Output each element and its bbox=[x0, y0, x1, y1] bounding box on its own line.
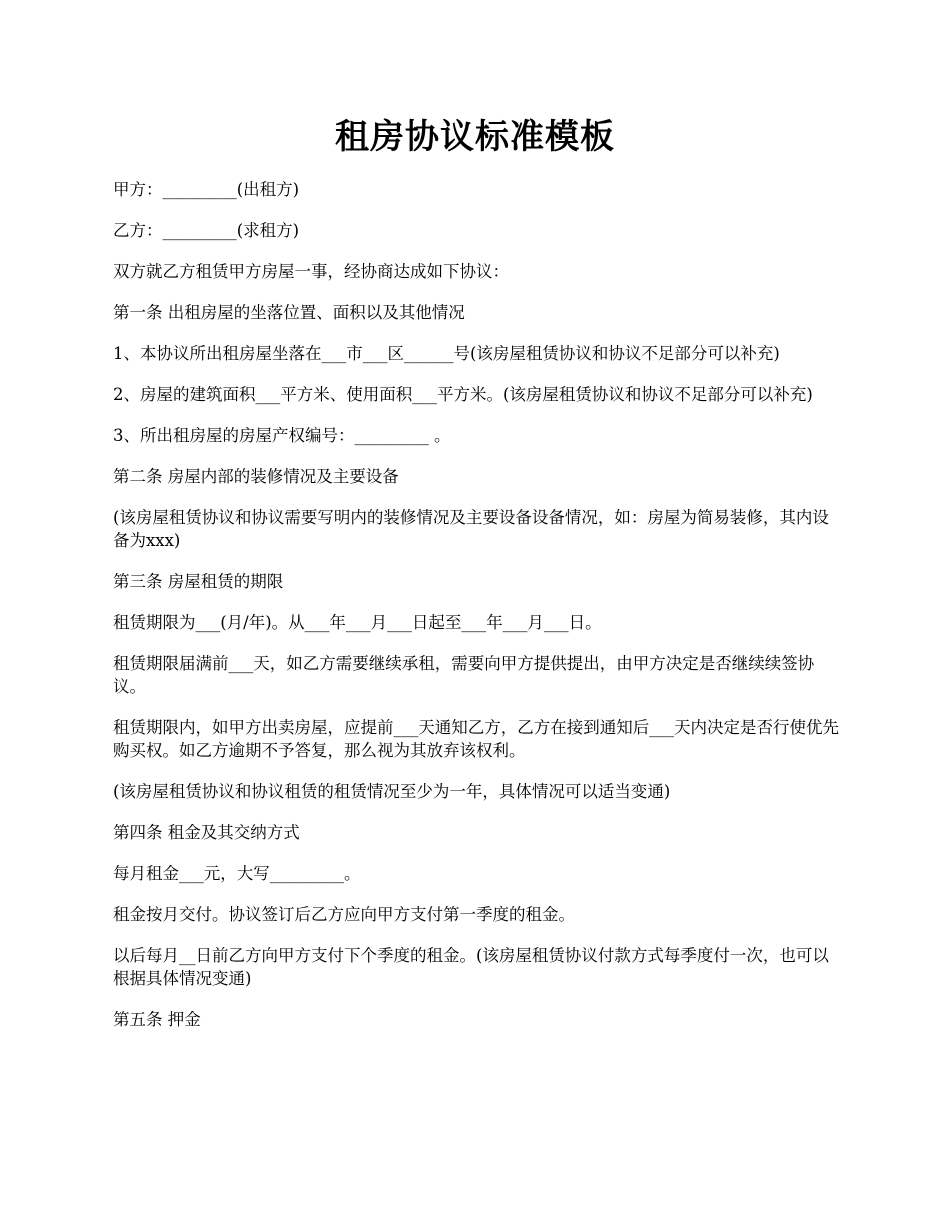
paragraph-payment-start: 租金按月交付。协议签订后乙方应向甲方支付第一季度的租金。 bbox=[113, 905, 575, 924]
paragraph-payment-schedule: 以后每月__日前乙方向甲方支付下个季度的租金。(该房屋租赁协议付款方式每季度付一次，也可以根据具体情况变通) bbox=[113, 946, 829, 988]
paragraph-lease-term: 租赁期限为___(月/年)。从___年___月___日起至___年___月___日。 bbox=[113, 613, 602, 632]
document-title: 租房协议标准模板 bbox=[335, 117, 615, 157]
paragraph-term-note: (该房屋租赁协议和协议租赁的租赁情况至少为一年，具体情况可以适当变通) bbox=[113, 782, 671, 801]
paragraph-renewal: 租赁期限届满前___天，如乙方需要继续承租，需要向甲方提供提出，由甲方决定是否继续续签协议。 bbox=[113, 654, 815, 696]
paragraph-location: 1、本协议所出租房屋坐落在___市___区______号(该房屋租赁协议和协议不足部分可以补充) bbox=[113, 344, 780, 363]
section-heading-3: 第三条 房屋租赁的期限 bbox=[113, 572, 284, 591]
section-heading-1: 第一条 出租房屋的坐落位置、面积以及其他情况 bbox=[113, 303, 465, 322]
paragraph-decoration-note: (该房屋租赁协议和协议需要写明内的装修情况及主要设备设备情况，如：房屋为简易装修，其内设备为xxx) bbox=[113, 508, 829, 550]
section-heading-2: 第二条 房屋内部的装修情况及主要设备 bbox=[113, 467, 399, 486]
paragraph-party-b: 乙方：_________(求租方) bbox=[113, 221, 300, 240]
paragraph-monthly-rent: 每月租金___元，大写_________。 bbox=[113, 864, 361, 883]
section-heading-5: 第五条 押金 bbox=[113, 1010, 201, 1029]
paragraph-intro: 双方就乙方租赁甲方房屋一事，经协商达成如下协议： bbox=[113, 262, 509, 281]
document-body bbox=[113, 178, 843, 1049]
paragraph-sale-priority: 租赁期限内，如甲方出卖房屋，应提前___天通知乙方，乙方在接到通知后___天内决定是否行使优先购买权。如乙方逾期不予答复，那么视为其放弃该权利。 bbox=[113, 718, 839, 760]
paragraph-party-a: 甲方：_________(出租方) bbox=[113, 180, 300, 199]
section-heading-4: 第四条 租金及其交纳方式 bbox=[113, 823, 300, 842]
paragraph-property-number: 3、所出租房屋的房屋产权编号：_________ 。 bbox=[113, 426, 451, 445]
paragraph-area: 2、房屋的建筑面积___平方米、使用面积___平方米。(该房屋租赁协议和协议不足部分可以补充) bbox=[113, 385, 813, 404]
